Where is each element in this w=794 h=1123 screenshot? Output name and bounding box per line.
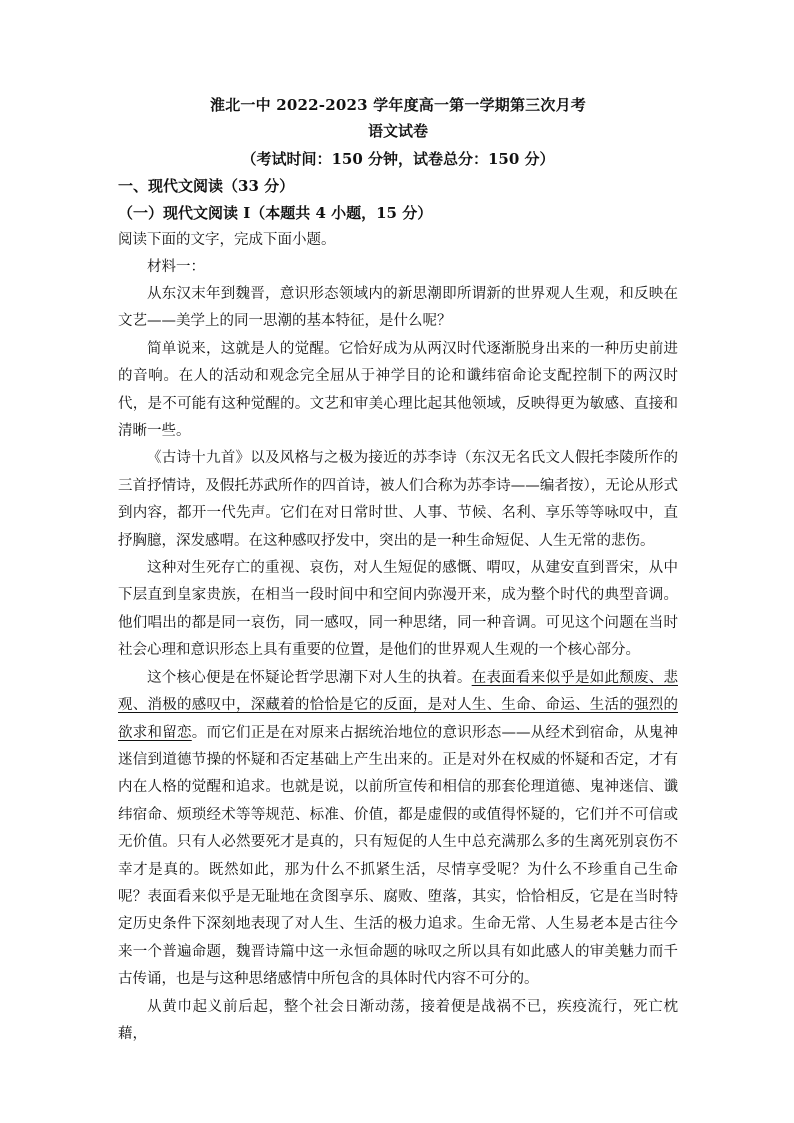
exam-subtitle: 语文试卷 [367,122,428,140]
exam-title: 淮北一中 2022-2023 学年度高一第一学期第三次月考 [210,96,586,114]
paragraph-3: 《古诗十九首》以及风格与之极为接近的苏李诗（东汉无名氏文人假托李陵所作的三首抒情诗，及假托苏武所作的四首诗，被人们合称为苏李诗——编者按），无论从形式到内容，都开一代先声。它们在对日常时世、人事、节候、名利、享乐等等咏叹中，直抒胸臆，深发感喟。在这种感叹抒发中，突出的是一种生命短促、人生无常的悲伤。 [118,450,678,549]
page-content [118,93,678,1048]
paragraph-5-body: 。而它们正是在对原来占据统治地位的意识形态——从经术到宿命，从鬼神迷信到道德节操的怀疑和否定基础上产生出来的。正是对外在权威的怀疑和否定，才有内在人格的觉醒和追求。也就是说，以前所宣传和相信的那套伦理道德、鬼神迷信、谶纬宿命、烦琐经术等等规范、标准、价值，都是虚假的或值得怀疑的，它们并不可信或无价值。只有人必然要死才是真的，只有短促的人生中总充满那么多的生离死别哀伤不幸才是真的。既然如此，那为什么不抓紧生活，尽情享受呢？为什么不珍重自己生命呢？表面看来似乎是无耻地在贪图享乐、腐败、堕落，其实，恰恰相反，它是在当时特定历史条件下深刻地表现了对人生、生活的极力追求。生命无常、人生易老本是古往今来一个普遍命题，魏晋诗篇中这一永恒命题的咏叹之所以具有如此感人的审美魅力而千古传诵，也是与这种思绪感情中所包含的具体时代内容不可分的。 [118,724,678,988]
paragraph-5 [118,665,678,994]
material-label: 材料一： [147,259,205,275]
section-heading: 一、现代文阅读（33 分） [118,177,295,195]
paragraph-1: 从东汉末年到魏晋，意识形态领域内的新思潮即所谓新的世界观人生观，和反映在文艺——美学上的同一思潮的基本特征，是什么呢？ [118,286,678,330]
paragraph-4: 这种对生死存亡的重视、哀伤，对人生短促的感慨、喟叹，从建安直到晋宋，从中下层直到皇家贵族，在相当一段时间中和空间内弥漫开来，成为整个时代的典型音调。他们唱出的都是同一哀伤，同一感叹，同一种思绪，同一种音调。可见这个问题在当时社会心理和意识形态上具有重要的位置，是他们的世界观人生观的一个核心部分。 [118,560,678,659]
paragraph-2: 简单说来，这就是人的觉醒。它恰好成为从两汉时代逐渐脱身出来的一种历史前进的音响。在人的活动和观念完全屈从于神学目的论和谶纬宿命论支配控制下的两汉时代，是不可能有这种觉醒的。文艺和审美心理比起其他领域，反映得更为敏感、直接和清晰一些。 [118,340,678,440]
exam-info: （考试时间：150 分钟，试卷总分：150 分） [241,150,555,168]
reading-instruction: 阅读下面的文字，完成下面小题。 [118,232,336,248]
subsection-heading: （一）现代文阅读 I（本题共 4 小题，15 分） [118,204,433,222]
paragraph-5-lead: 这个核心便是在怀疑论哲学思潮下对人生的执着。 [147,669,472,686]
underlined-sentence: 在表面看来似乎是如此颓废、悲观、消极的感叹中，深藏着的恰恰是它的反面，是对人生、生命、命运、生活的强烈的欲求和留恋 [118,669,678,741]
paragraph-6: 从黄巾起义前后起，整个社会日渐动荡，接着便是战祸不已，疾疫流行，死亡枕藉， [118,998,678,1042]
